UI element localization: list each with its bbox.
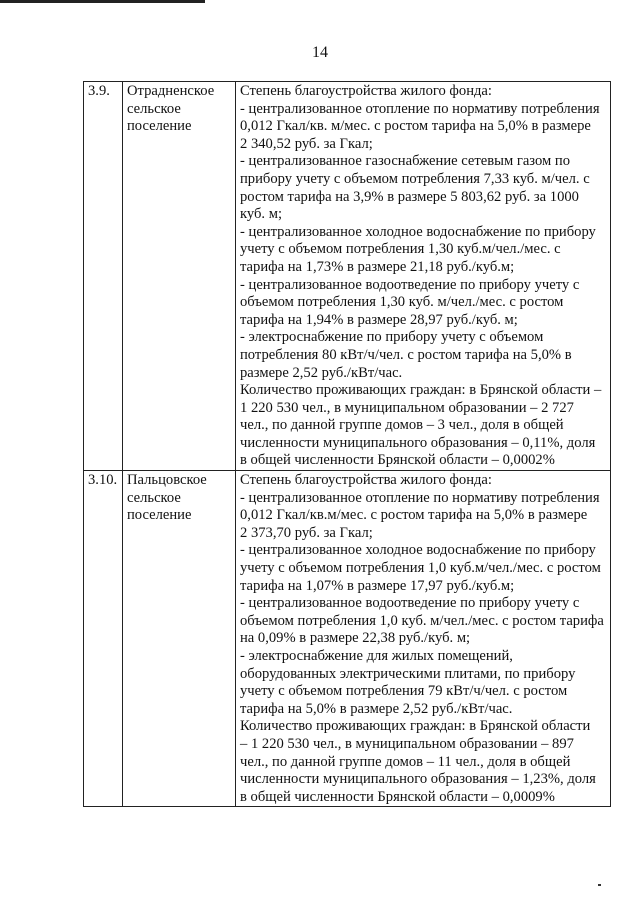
row-number: 3.10.	[88, 472, 118, 489]
description-line: Степень благоустройства жилого фонда:	[240, 472, 492, 489]
row-number-cell	[84, 82, 123, 471]
settlement-name-cell	[123, 471, 236, 807]
description-line: объемом потребления 1,0 куб. м/чел./мес. с ростом тарифа	[240, 612, 604, 629]
row-number: 3.9.	[88, 83, 110, 99]
description-line: ростом тарифа на 3,9% в размере 5 803,62 руб. за 1000	[240, 188, 579, 205]
description-line: тарифа на 1,94% в размере 28,97 руб./куб. м;	[240, 311, 518, 328]
description-line: Степень благоустройства жилого фонда:	[240, 83, 492, 99]
settlement-name-line: Пальцовское	[127, 472, 207, 489]
page-number: 14	[312, 44, 328, 61]
description-line: 0,012 Гкал/кв.м/мес. с ростом тарифа на 5,0% в размере	[240, 507, 588, 524]
scan-mark	[598, 884, 601, 886]
description-line: 2 340,52 руб. за Гкал;	[240, 135, 373, 152]
description-line: - централизованное холодное водоснабжение по прибору	[240, 223, 596, 240]
settlement-name-line: поселение	[127, 118, 192, 135]
row-number-cell	[84, 471, 123, 807]
description-cell	[236, 471, 611, 807]
settlement-name-line: Отрадненское	[127, 83, 215, 99]
description-line: учету с объемом потребления 1,30 куб.м/чел./мес. с	[240, 241, 561, 258]
description-line: – 1 220 530 чел., в муниципальном образовании – 897	[240, 735, 574, 752]
description-line: в общей численности Брянской области – 0,0002%	[240, 452, 555, 469]
description-line: - централизованное холодное водоснабжение по прибору	[240, 542, 596, 559]
description-line: размере 2,52 руб./кВт/час.	[240, 364, 403, 381]
description-line: оборудованных электрическими плитами, по прибору	[240, 665, 576, 682]
description-line: - централизованное отопление по нормативу потребления	[240, 489, 600, 506]
table-row	[84, 82, 611, 471]
description-line: объемом потребления 1,30 куб. м/чел./мес. с ростом	[240, 294, 564, 311]
description-line: чел., по данной группе домов – 11 чел., доля в общей	[240, 753, 571, 770]
description-line: 0,012 Гкал/кв. м/мес. с ростом тарифа на 5,0% в размере	[240, 118, 591, 135]
description-line: 2 373,70 руб. за Гкал;	[240, 524, 373, 541]
tariff-table	[83, 81, 611, 807]
description-line: 1 220 530 чел., в муниципальном образовании – 2 727	[240, 399, 574, 416]
description-line: - централизованное водоотведение по прибору учету с	[240, 276, 580, 293]
description-cell	[236, 82, 611, 471]
description-line: тарифа на 5,0% в размере 2,52 руб./кВт/час.	[240, 700, 513, 717]
description-line: - электроснабжение по прибору учету с объемом	[240, 329, 544, 346]
description-line: учету с объемом потребления 79 кВт/ч/чел. с ростом	[240, 683, 568, 700]
description-line: - централизованное отопление по нормативу потребления	[240, 100, 600, 117]
settlement-name-line: поселение	[127, 507, 192, 524]
table-body	[84, 82, 611, 807]
description-line: численности муниципального образования – 0,11%, доля	[240, 434, 596, 451]
settlement-name-line: сельское	[127, 100, 181, 117]
description-line: тарифа на 1,07% в размере 17,97 руб./куб.м;	[240, 577, 515, 594]
description-line: Количество проживающих граждан: в Брянской области	[240, 718, 591, 735]
description-line: чел., по данной группе домов – 3 чел., доля в общей	[240, 417, 564, 434]
description-line: прибору учету с объемом потребления 7,33 куб. м/чел. с	[240, 170, 590, 187]
table-row	[84, 471, 611, 807]
scan-edge-line	[0, 0, 205, 3]
description-line: численности муниципального образования – 1,23%, доля	[240, 771, 596, 788]
settlement-name-line: сельское	[127, 489, 181, 506]
description-line: тарифа на 1,73% в размере 21,18 руб./куб.м;	[240, 258, 515, 275]
description-line: учету с объемом потребления 1,0 куб.м/чел./мес. с ростом	[240, 560, 601, 577]
description-line: - централизованное водоотведение по прибору учету с	[240, 595, 580, 612]
description-line: - централизованное газоснабжение сетевым газом по	[240, 153, 570, 170]
description-line: на 0,09% в размере 22,38 руб./куб. м;	[240, 630, 471, 647]
settlement-name-cell	[123, 82, 236, 471]
description-line: - электроснабжение для жилых помещений,	[240, 648, 513, 664]
description-line: в общей численности Брянской области – 0,0009%	[240, 788, 555, 805]
description-line: Количество проживающих граждан: в Брянской области –	[240, 382, 602, 399]
description-line: потребления 80 кВт/ч/чел. с ростом тарифа на 5,0% в	[240, 346, 572, 363]
description-line: куб. м;	[240, 206, 282, 223]
